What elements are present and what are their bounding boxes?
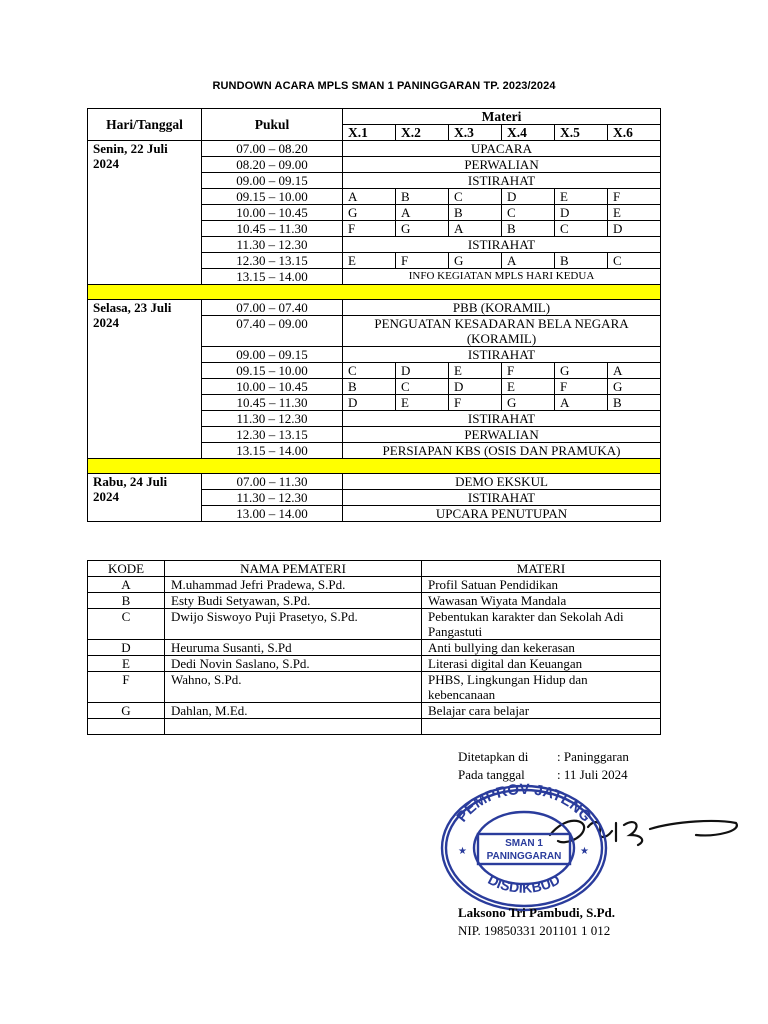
roster-row	[88, 719, 661, 735]
class-header: X.4	[502, 125, 555, 141]
time-cell: 12.30 – 13.15	[202, 427, 343, 443]
roster-row	[88, 703, 661, 719]
topic-cell: Profil Satuan Pendidikan	[422, 577, 661, 593]
activity-cell: ISTIRAHAT	[343, 237, 661, 253]
class-header: X.1	[343, 125, 396, 141]
session-code-cell: B	[396, 189, 449, 205]
session-code-cell: F	[608, 189, 661, 205]
session-code-cell: F	[396, 253, 449, 269]
roster-header-row	[88, 561, 661, 577]
session-code-cell: G	[343, 205, 396, 221]
header-row	[88, 109, 661, 125]
session-code-cell: A	[502, 253, 555, 269]
official-stamp	[438, 782, 610, 914]
topic-cell	[422, 719, 661, 735]
topic-cell: Anti bullying dan kekerasan	[422, 640, 661, 656]
session-code-cell: C	[343, 363, 396, 379]
star-icon: ★	[458, 846, 467, 857]
schedule-row	[88, 300, 661, 316]
schedule-row	[88, 141, 661, 157]
time-cell: 11.30 – 12.30	[202, 490, 343, 506]
session-code-cell: E	[608, 205, 661, 221]
day-cell: Selasa, 23 Juli 2024	[88, 300, 202, 459]
session-code-cell: D	[608, 221, 661, 237]
code-cell	[88, 719, 165, 735]
time-cell: 11.30 – 12.30	[202, 411, 343, 427]
class-header: X.3	[449, 125, 502, 141]
time-cell: 07.00 – 11.30	[202, 474, 343, 490]
code-cell: D	[88, 640, 165, 656]
session-code-cell: A	[396, 205, 449, 221]
session-code-cell: E	[343, 253, 396, 269]
session-code-cell: G	[555, 363, 608, 379]
star-icon: ★	[580, 846, 589, 857]
activity-cell: PERWALIAN	[343, 157, 661, 173]
day-separator	[88, 285, 661, 300]
session-code-cell: C	[555, 221, 608, 237]
time-cell: 10.00 – 10.45	[202, 205, 343, 221]
time-cell: 07.00 – 07.40	[202, 300, 343, 316]
activity-cell: ISTIRAHAT	[343, 173, 661, 189]
time-cell: 13.15 – 14.00	[202, 269, 343, 285]
session-code-cell: F	[555, 379, 608, 395]
session-code-cell: D	[449, 379, 502, 395]
session-code-cell: B	[343, 379, 396, 395]
activity-cell: PERSIAPAN KBS (OSIS DAN PRAMUKA)	[343, 443, 661, 459]
roster-row	[88, 672, 661, 703]
speaker-name-cell: Dwijo Siswoyo Puji Prasetyo, S.Pd.	[165, 609, 422, 640]
session-code-cell: C	[608, 253, 661, 269]
time-cell: 08.20 – 09.00	[202, 157, 343, 173]
speaker-table	[87, 560, 661, 735]
day-header: Hari/Tanggal	[88, 109, 202, 141]
speaker-name-cell	[165, 719, 422, 735]
session-code-cell: D	[555, 205, 608, 221]
roster-row	[88, 656, 661, 672]
session-code-cell: G	[502, 395, 555, 411]
roster-row	[88, 640, 661, 656]
time-cell: 07.00 – 08.20	[202, 141, 343, 157]
code-cell: G	[88, 703, 165, 719]
name-header: NAMA PEMATERI	[165, 561, 422, 577]
date-label: Pada tanggal	[458, 767, 525, 782]
activity-cell: UPCARA PENUTUPAN	[343, 506, 661, 522]
time-cell: 12.30 – 13.15	[202, 253, 343, 269]
session-code-cell: C	[396, 379, 449, 395]
materi-header: Materi	[343, 109, 661, 125]
activity-cell: ISTIRAHAT	[343, 490, 661, 506]
time-cell: 09.15 – 10.00	[202, 363, 343, 379]
signer-name: Laksono Tri Pambudi, S.Pd.	[458, 905, 616, 920]
time-cell: 10.45 – 11.30	[202, 395, 343, 411]
schedule-table	[87, 108, 661, 522]
session-code-cell: G	[449, 253, 502, 269]
time-cell: 10.45 – 11.30	[202, 221, 343, 237]
class-header: X.6	[608, 125, 661, 141]
session-code-cell: F	[502, 363, 555, 379]
time-cell: 13.00 – 14.00	[202, 506, 343, 522]
session-code-cell: E	[502, 379, 555, 395]
session-code-cell: A	[608, 363, 661, 379]
session-code-cell: B	[449, 205, 502, 221]
date-value: : 11 Juli 2024	[557, 767, 628, 782]
code-cell: C	[88, 609, 165, 640]
speaker-name-cell: Dedi Novin Saslano, S.Pd.	[165, 656, 422, 672]
session-code-cell: E	[449, 363, 502, 379]
session-code-cell: B	[502, 221, 555, 237]
day-cell: Rabu, 24 Juli 2024	[88, 474, 202, 522]
activity-cell: UPACARA	[343, 141, 661, 157]
code-cell: A	[88, 577, 165, 593]
time-cell: 09.00 – 09.15	[202, 347, 343, 363]
time-cell: 10.00 – 10.45	[202, 379, 343, 395]
time-header: Pukul	[202, 109, 343, 141]
session-code-cell: A	[555, 395, 608, 411]
page-title: RUNDOWN ACARA MPLS SMAN 1 PANINGGARAN TP. 2023/2024	[212, 80, 556, 92]
topic-cell: Belajar cara belajar	[422, 703, 661, 719]
stamp-bottom-text: DISDIKBUD	[485, 871, 563, 896]
session-code-cell: D	[502, 189, 555, 205]
session-code-cell: D	[396, 363, 449, 379]
separator-cell	[88, 285, 661, 300]
activity-cell: ISTIRAHAT	[343, 411, 661, 427]
time-cell: 07.40 – 09.00	[202, 316, 343, 347]
session-code-cell: B	[555, 253, 608, 269]
activity-cell: DEMO EKSKUL	[343, 474, 661, 490]
session-code-cell: C	[449, 189, 502, 205]
time-cell: 11.30 – 12.30	[202, 237, 343, 253]
class-header: X.5	[555, 125, 608, 141]
class-header: X.2	[396, 125, 449, 141]
topic-cell: Pebentukan karakter dan Sekolah Adi Pangastuti	[422, 609, 661, 640]
session-code-cell: G	[608, 379, 661, 395]
separator-cell	[88, 459, 661, 474]
place-value: : Paninggaran	[557, 749, 629, 764]
topic-cell: PHBS, Lingkungan Hidup dan kebencanaan	[422, 672, 661, 703]
speaker-name-cell: Heuruma Susanti, S.Pd	[165, 640, 422, 656]
session-code-cell: E	[396, 395, 449, 411]
session-code-cell: F	[449, 395, 502, 411]
time-cell: 13.15 – 14.00	[202, 443, 343, 459]
session-code-cell: E	[555, 189, 608, 205]
code-cell: F	[88, 672, 165, 703]
stamp-line1: SMAN 1	[505, 838, 543, 849]
speaker-name-cell: Wahno, S.Pd.	[165, 672, 422, 703]
roster-row	[88, 577, 661, 593]
activity-cell: PERWALIAN	[343, 427, 661, 443]
code-cell: B	[88, 593, 165, 609]
day-cell: Senin, 22 Juli 2024	[88, 141, 202, 285]
session-code-cell: F	[343, 221, 396, 237]
activity-cell: ISTIRAHAT	[343, 347, 661, 363]
stamp-line2: PANINGGARAN	[486, 851, 562, 862]
activity-cell: INFO KEGIATAN MPLS HARI KEDUA	[343, 269, 661, 285]
session-code-cell: G	[396, 221, 449, 237]
speaker-name-cell: Esty Budi Setyawan, S.Pd.	[165, 593, 422, 609]
speaker-name-cell: M.uhammad Jefri Pradewa, S.Pd.	[165, 577, 422, 593]
svg-text:DISDIKBUD	[485, 871, 562, 896]
session-code-cell: D	[343, 395, 396, 411]
session-code-cell: B	[608, 395, 661, 411]
roster-row	[88, 609, 661, 640]
signer-nip: NIP. 19850331 201101 1 012	[458, 923, 611, 938]
schedule-row	[88, 474, 661, 490]
code-header: KODE	[88, 561, 165, 577]
stamp-top-text: PEMPROV JATENG	[453, 782, 595, 826]
activity-cell: PENGUATAN KESADARAN BELA NEGARA (KORAMIL)	[343, 316, 661, 347]
day-separator	[88, 459, 661, 474]
topic-cell: Literasi digital dan Keuangan	[422, 656, 661, 672]
place-label: Ditetapkan di	[458, 749, 529, 764]
svg-text:PEMPROV JATENG	[453, 782, 594, 825]
code-cell: E	[88, 656, 165, 672]
activity-cell: PBB (KORAMIL)	[343, 300, 661, 316]
speaker-name-cell: Dahlan, M.Ed.	[165, 703, 422, 719]
session-code-cell: A	[343, 189, 396, 205]
topic-cell: Wawasan Wiyata Mandala	[422, 593, 661, 609]
roster-row	[88, 593, 661, 609]
time-cell: 09.15 – 10.00	[202, 189, 343, 205]
session-code-cell: C	[502, 205, 555, 221]
time-cell: 09.00 – 09.15	[202, 173, 343, 189]
materi-header: MATERI	[422, 561, 661, 577]
session-code-cell: A	[449, 221, 502, 237]
